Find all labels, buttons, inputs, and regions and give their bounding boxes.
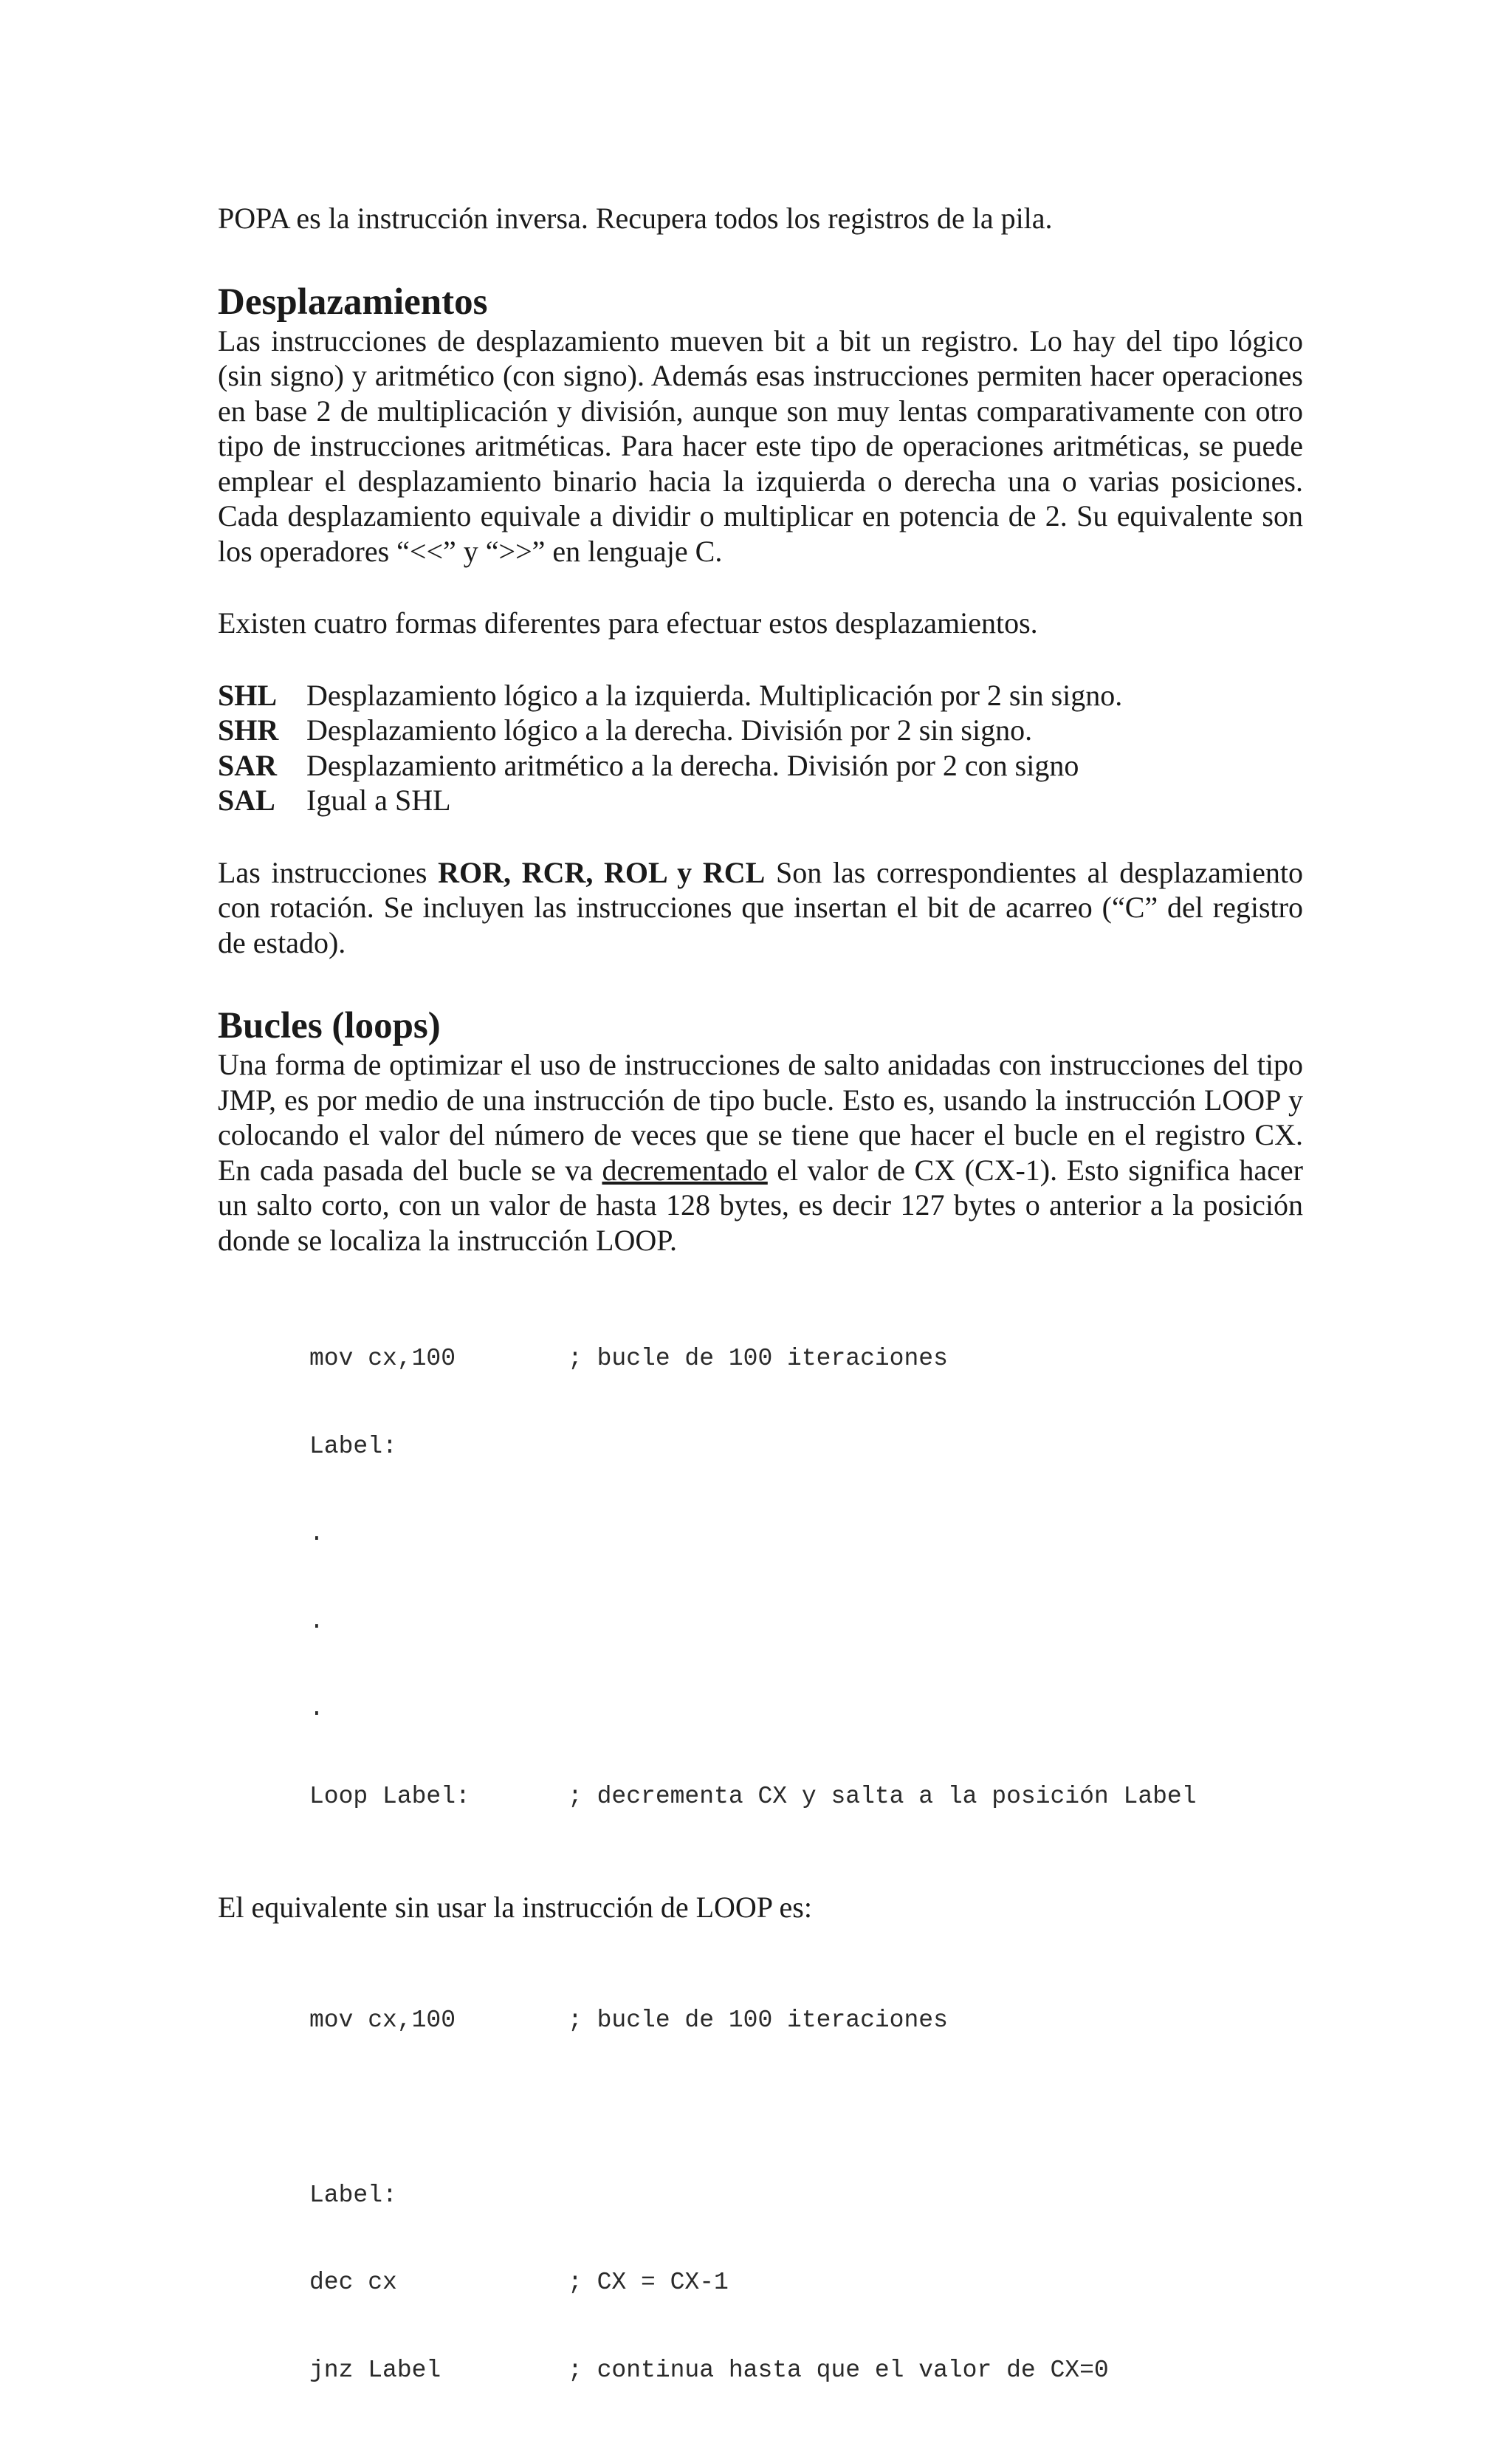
code-line <box>309 1694 1303 1724</box>
code-instruction: . <box>309 1519 568 1549</box>
instruction-mnemonic: SAL <box>218 783 306 818</box>
instruction-mnemonic: SHR <box>218 713 306 748</box>
instruction-description: Desplazamiento aritmético a la derecha. División por 2 con signo <box>306 748 1303 784</box>
instruction-row-sal <box>218 783 1303 818</box>
code-line <box>309 2093 1303 2122</box>
code-instruction: . <box>309 1607 568 1637</box>
code-instruction <box>309 2093 568 2122</box>
code-instruction: Label: <box>309 1432 568 1462</box>
code-comment: ; bucle de 100 iteraciones <box>568 2006 1303 2035</box>
bucles-text-after: el valor de CX (CX-1). Esto significa hacer un salto corto, con un valor de hasta 128 bytes, es decir 127 bytes o anterior a la posición donde se localiza la instrucción LOOP. <box>218 1154 1303 1257</box>
instruction-row-sar <box>218 748 1303 784</box>
spacer <box>218 818 1303 855</box>
code-instruction: . <box>309 1694 568 1724</box>
code-comment: ; continua hasta que el valor de CX=0 <box>568 2356 1303 2385</box>
code-instruction: mov cx,100 <box>309 1344 568 1374</box>
rotation-prefix: Las instrucciones <box>218 856 438 889</box>
code-line <box>309 2181 1303 2210</box>
code-comment <box>568 1694 1303 1724</box>
spacer <box>218 960 1303 1004</box>
code-comment <box>568 1519 1303 1549</box>
code-instruction: jnz Label <box>309 2356 568 2385</box>
spacer <box>218 236 1303 281</box>
forms-intro-paragraph: Existen cuatro formas diferentes para efectuar estos desplazamientos. <box>218 606 1303 641</box>
code-line <box>309 2356 1303 2385</box>
desplazamientos-paragraph: Las instrucciones de desplazamiento mueven bit a bit un registro. Lo hay del tipo lógico (sin signo) y aritmético (con signo). Además esas instrucciones permiten hacer operaciones en base 2 de multiplicación y división, aunque son muy lentas comparativamente con otro tipo de instrucciones aritméticas. Para hacer este tipo de operaciones aritméticas, se puede emplear el desplazamiento binario hacia la izquierda o derecha una o varias posiciones. Cada desplazamiento equivale a dividir o multiplicar en potencia de 2. Su equivalente son los operadores “<<” y “>>” en lenguaje C. <box>218 323 1303 569</box>
code-comment <box>568 1432 1303 1462</box>
code-line <box>309 2268 1303 2298</box>
bucles-underlined-word: decrementado <box>602 1154 767 1187</box>
code-line <box>309 1519 1303 1549</box>
bucles-paragraph <box>218 1047 1303 1258</box>
code-comment: ; CX = CX-1 <box>568 2268 1303 2298</box>
instruction-description: Igual a SHL <box>306 783 1303 818</box>
code-comment: ; bucle de 100 iteraciones <box>568 1344 1303 1374</box>
equivalent-paragraph: El equivalente sin usar la instrucción de LOOP es: <box>218 1890 1303 1925</box>
page-content <box>218 201 1303 2443</box>
heading-desplazamientos: Desplazamientos <box>218 281 1303 323</box>
popa-paragraph: POPA es la instrucción inversa. Recupera todos los registros de la pila. <box>218 201 1303 236</box>
instruction-row-shl <box>218 678 1303 713</box>
code-instruction: mov cx,100 <box>309 2006 568 2035</box>
code-block-jnz <box>309 1947 1303 2443</box>
rotation-paragraph <box>218 855 1303 961</box>
code-line <box>309 1607 1303 1637</box>
spacer <box>218 1869 1303 1890</box>
rotation-suffix: Son las correspondientes al desplazamiento con rotación. Se incluyen las instrucciones que insertan el bit de acarreo (“C” del registro de estado). <box>218 856 1303 959</box>
code-line <box>309 1782 1303 1812</box>
heading-bucles: Bucles (loops) <box>218 1004 1303 1047</box>
code-block-loop <box>309 1286 1303 1869</box>
instruction-row-shr <box>218 713 1303 748</box>
code-instruction: Label: <box>309 2181 568 2210</box>
spacer <box>218 641 1303 678</box>
spacer <box>218 1925 1303 1947</box>
code-comment: ; decrementa CX y salta a la posición Label <box>568 1782 1303 1812</box>
code-comment <box>568 1607 1303 1637</box>
shift-instruction-list <box>218 678 1303 818</box>
instruction-description: Desplazamiento lógico a la derecha. División por 2 sin signo. <box>306 713 1303 748</box>
bucles-text-before: Una forma de optimizar el uso de instrucciones de salto anidadas con instrucciones del tipo JMP, es por medio de una instrucción de tipo bucle. Esto es, usando la instrucción LOOP y colocando el valor del número de veces que se tiene que hacer el bucle en el registro CX. En cada pasada del bucle se va <box>218 1048 1303 1187</box>
code-comment <box>568 2093 1303 2122</box>
code-comment <box>568 2181 1303 2210</box>
code-line <box>309 1432 1303 1462</box>
code-instruction: dec cx <box>309 2268 568 2298</box>
instruction-mnemonic: SHL <box>218 678 306 713</box>
code-instruction: Loop Label: <box>309 1782 568 1812</box>
instruction-mnemonic: SAR <box>218 748 306 784</box>
instruction-description: Desplazamiento lógico a la izquierda. Multiplicación por 2 sin signo. <box>306 678 1303 713</box>
spacer <box>218 1258 1303 1286</box>
code-line <box>309 1344 1303 1374</box>
code-line <box>309 2006 1303 2035</box>
rotation-instruction-list: ROR, RCR, ROL y RCL <box>438 856 765 889</box>
spacer <box>218 569 1303 606</box>
